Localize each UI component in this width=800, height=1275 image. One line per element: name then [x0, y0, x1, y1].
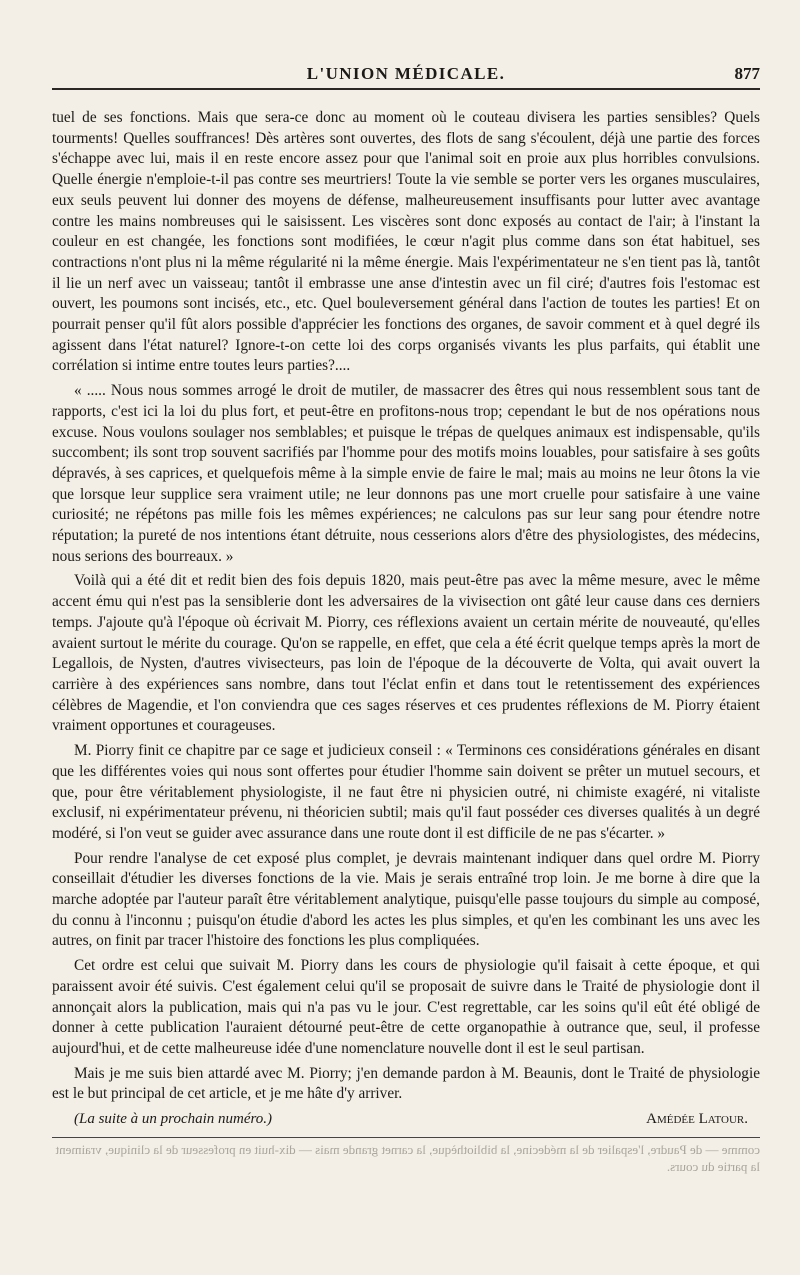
paragraph: Cet ordre est celui que suivait M. Piorry dans les cours de physiologie qu'il faisait à cette époque, et qui paraissent avoir été suivis. C'est également celui qu'il se proposait de suivre dans le Traité de physiologie dont il annonçait alors la publication, mais qui n'a pas vu le jour. C'est regrettable, car les soins qu'il eût été obligé de donner à cette publication l'auraient détourné peut-être de cette organopathie à outrance que, seul, il professe aujourd'hui, et de cette malheureuse idée d'une nomenclature nouvelle dont il est le seul partisan.: [52, 957, 760, 1057]
paragraph: Voilà qui a été dit et redit bien des fois depuis 1820, mais peut-être pas avec la même mesure, avec le même accent ému qui n'est pas la sensiblerie dont les adversaires de la vivisection ont gâté leur cause dans ces derniers temps. J'ajoute qu'à l'époque où écrivait M. Piorry, ces réflexions avaient un certain mérite de nouveauté, qu'elles avaient surtout le mérite du courage. Qu'on se rappelle, en effet, que cela a été écrit quelque temps après la mort de Legallois, de Nysten, d'autres vivisecteurs, pas loin de l'époque de la découverte de Volta, qui avait ouvert la carrière à des expériences sans nombre, dans tout l'éclat enfin et dans tout le retentissement des expériences célèbres de Magendie, et l'on conviendra que ces sages réserves et ces prudentes réflexions de M. Piorry étaient vraiment opportunes et courageuses.: [52, 572, 760, 735]
author-signature: Amédée Latour.: [646, 1111, 748, 1128]
paragraph: Pour rendre l'analyse de cet exposé plus complet, je devrais maintenant indiquer dans quel ordre M. Piorry conseillait d'étudier les diverses fonctions de la vie. Mais je serais entraîné trop loin. Je me borne à dire que la marche adoptée par l'auteur paraît être véritablement analytique, puisqu'elle passe toujours du simple au composé, du connu à l'inconnu ; puisqu'on étudie d'abord les actes les plus simples, et qu'en les combinant les uns avec les autres, on finit par tracer l'histoire des fonctions les plus compliquées.: [52, 849, 760, 950]
journal-title: L'UNION MÉDICALE.: [306, 64, 506, 83]
page-number: 877: [734, 64, 760, 83]
article-signoff: [52, 1111, 760, 1133]
article-body: [52, 108, 760, 1105]
continuation-note: (La suite à un prochain numéro.): [74, 1111, 273, 1128]
paragraph: « ..... Nous nous sommes arrogé le droit de mutiler, de massacrer des êtres qui nous ressemblent sous tant de rapports, c'est ici la loi du plus fort, et peut-être en profitons-nous trop; cependant le but de nos opérations nous excuse. Nous voulons soulager nos semblables; et puisque le trépas de quelques animaux est indispensable, qu'ils succombent; ils sont trop souvent sacrifiés par l'homme pour des motifs moins louables, pour satisfaire à ses goûts dépravés, à ses caprices, et quelquefois même à la simple envie de faire le mal; mais au moins ne leur ôtons la vie que lorsque leur supplice sera vraiment utile; ne leur donnons pas une mort cruelle pour satisfaire à une vaine curiosité; ne répétons pas mille fois les mêmes expériences; ne calculons pas sur leur sang pour étendre notre réputation; la pureté de nos intentions étant détruite, nous cesserions alors d'être des physiologistes, des médecins, nous serions des bourreaux. »: [52, 382, 760, 565]
bottom-rule: [52, 1137, 760, 1138]
paragraph: Mais je me suis bien attardé avec M. Piorry; j'en demande pardon à M. Beaunis, dont le Traité de physiologie est le but principal de cet article, et je me hâte d'y arriver.: [52, 1064, 760, 1103]
paragraph: tuel de ses fonctions. Mais que sera-ce donc au moment où le couteau divisera les parties sensibles? Quels tourments! Quelles souffrances! Dès artères sont ouvertes, des flots de sang s'écoulent, déjà une partie des forces s'échappe avec lui, mais il en reste encore assez pour que l'animal soit en proie aux plus horribles convulsions. Quelle énergie n'emploie-t-il pas contre ses meurtriers! Toute la vie semble se porter vers les organes musculaires, eux seuls peuvent lui donner des moyens de défense, malheureusement insuffisants pour lutter avec avantage contre les mains nombreuses qui le saisissent. Les viscères sont donc exposés au contact de l'air; à l'instant la couleur en est changée, les fonctions sont modifiées, le cœur n'agit plus comme dans son état habituel, ses contractions n'ont plus ni la même régularité ni la même énergie. Mais l'expérimentateur ne s'en tient pas là, tantôt il lie un nerf avec un vaisseau; tantôt il embrasse une anse d'intestin avec un fil ciré; d'autres fois l'estomac est ouvert, les poumons sont incisés, etc., etc. Quel bouleversement général dans l'action de toutes les parties! Et on pourrait penser qu'il fût alors possible d'apprécier les fonctions des organes, de savoir comment et à quel degré ils agissent dans l'état naturel? Ignore-t-on cette loi des corps organisés vivants les plus parfaits, qui établit une corrélation si intime entre toutes leurs parties?....: [52, 109, 760, 375]
bleed-through-text: comme — de Paudre, l'espalier de la médecine, la bibliothèque, la carnet grande mais — dix-huit en professeur de la clinique, vraiment la partie du cours.: [55, 1142, 760, 1175]
page-header: [52, 58, 760, 90]
paragraph: M. Piorry finit ce chapitre par ce sage et judicieux conseil : « Terminons ces considérations générales en disant que les différentes voies qui nous sont offertes pour étudier l'homme sain doivent se prêter un mutuel secours, et que, pour être véritablement physiologiste, il ne faut être ni physicien outré, ni chimiste exagéré, ni vitaliste exclusif, ni expérimentateur prévenu, ni théoricien subtil; mais qu'il faut posséder ces diverses qualités à un degré modéré, si l'on veut se guider avec assurance dans une route dont il est difficile de ne pas s'écarter. »: [52, 742, 760, 842]
document-page: [52, 58, 760, 1258]
